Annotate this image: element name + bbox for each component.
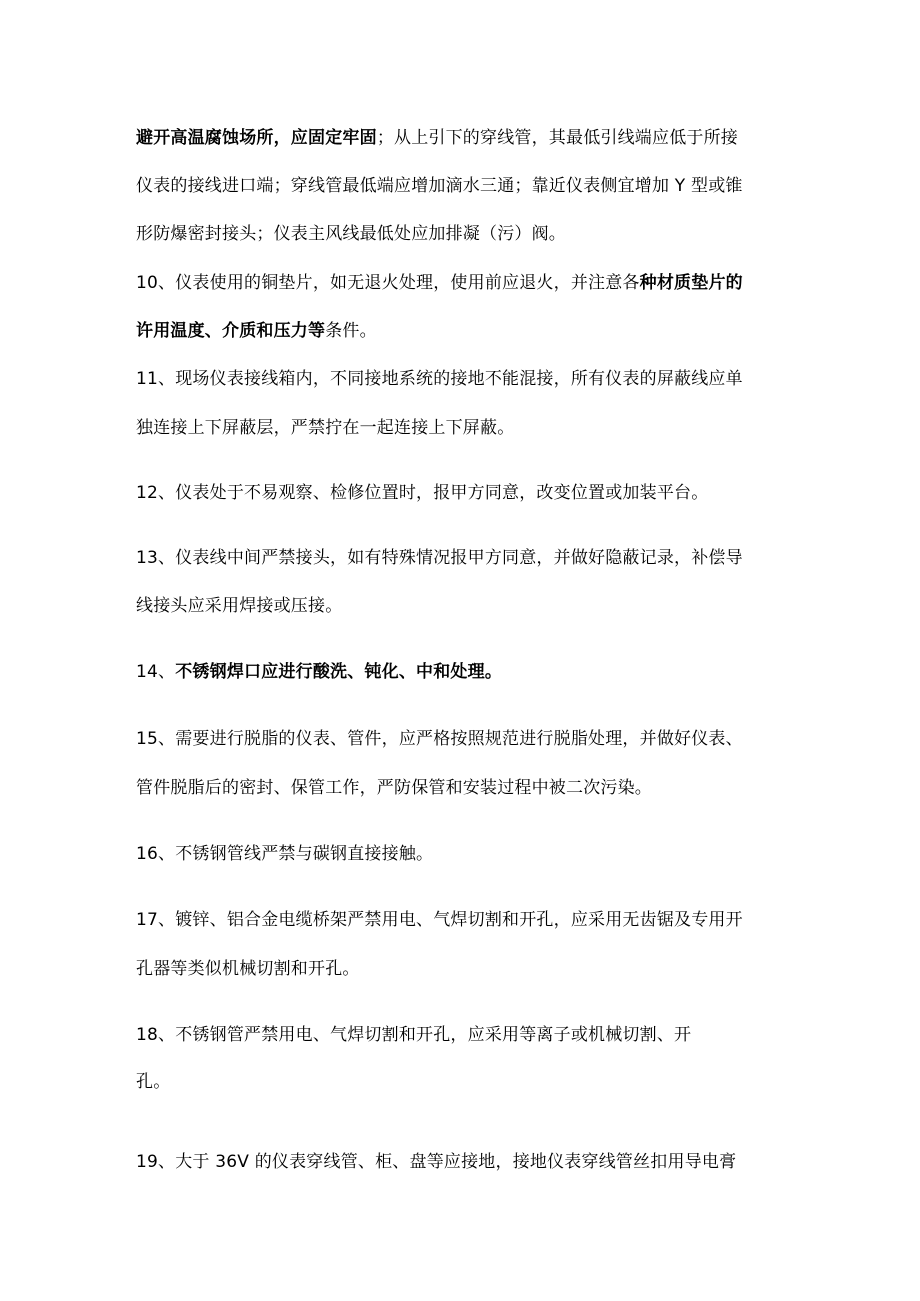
text-line	[136, 174, 836, 198]
text-line	[136, 957, 836, 981]
text-run: 线接头应采用焊接或压接。	[136, 596, 343, 616]
text-run: 孔。	[136, 1072, 171, 1092]
text-line	[136, 481, 836, 505]
text-line	[136, 271, 836, 295]
text-line	[136, 222, 836, 246]
text-run: 形防爆密封接头；仪表主风线最低处应加排凝（污）阀。	[136, 224, 566, 244]
bold-text: 种材质垫片的	[639, 273, 743, 293]
bold-text: 避开高温腐蚀场所，应固定牢固	[136, 128, 377, 148]
text-run: 10、仪表使用的铜垫片，如无退火处理，使用前应退火，并注意各	[136, 273, 640, 293]
text-run: 孔器等类似机械切割和开孔。	[136, 959, 360, 979]
text-line	[136, 776, 836, 800]
text-line	[136, 1023, 836, 1047]
text-run: 独连接上下屏蔽层，严禁拧在一起连接上下屏蔽。	[136, 418, 515, 438]
text-run: 16、不锈钢管线严禁与碳钢直接接触。	[136, 844, 434, 864]
text-line	[136, 416, 836, 440]
text-line	[136, 842, 836, 866]
bold-text: 不锈钢焊口应进行酸洗、钝化、中和处理。	[175, 662, 503, 682]
bold-text: 许用温度、介质和压力等	[136, 321, 326, 341]
text-line	[136, 367, 836, 391]
text-run: 13、仪表线中间严禁接头，如有特殊情况报甲方同意，并做好隐蔽记录，补偿导	[136, 548, 743, 568]
text-run: 11、现场仪表接线箱内，不同接地系统的接地不能混接，所有仪表的屏蔽线应单	[136, 369, 743, 389]
text-run: 14、	[136, 662, 176, 682]
text-line	[136, 319, 836, 343]
text-line	[136, 546, 836, 570]
text-run: 仪表的接线进口端；穿线管最低端应增加滴水三通；靠近仪表侧宜增加 Y 型或锥	[136, 176, 743, 196]
text-run: 条件。	[325, 321, 377, 341]
text-line	[136, 126, 836, 150]
text-run: 管件脱脂后的密封、保管工作，严防保管和安装过程中被二次污染。	[136, 778, 652, 798]
text-line	[136, 727, 836, 751]
text-line	[136, 594, 836, 618]
text-run: ；从上引下的穿线管，其最低引线端应低于所接	[376, 128, 739, 148]
text-line	[136, 908, 836, 932]
text-line	[136, 660, 836, 684]
text-run: 18、不锈钢管严禁用电、气焊切割和开孔，应采用等离子或机械切割、开	[136, 1025, 692, 1045]
text-run: 15、需要进行脱脂的仪表、管件，应严格按照规范进行脱脂处理，并做好仪表、	[136, 729, 743, 749]
text-run: 12、仪表处于不易观察、检修位置时，报甲方同意，改变位置或加装平台。	[136, 483, 709, 503]
text-line	[136, 1150, 836, 1174]
text-run: 17、镀锌、铝合金电缆桥架严禁用电、气焊切割和开孔，应采用无齿锯及专用开	[136, 910, 743, 930]
text-run: 19、大于 36V 的仪表穿线管、柜、盘等应接地，接地仪表穿线管丝扣用导电膏	[136, 1152, 737, 1172]
text-line	[136, 1070, 836, 1094]
